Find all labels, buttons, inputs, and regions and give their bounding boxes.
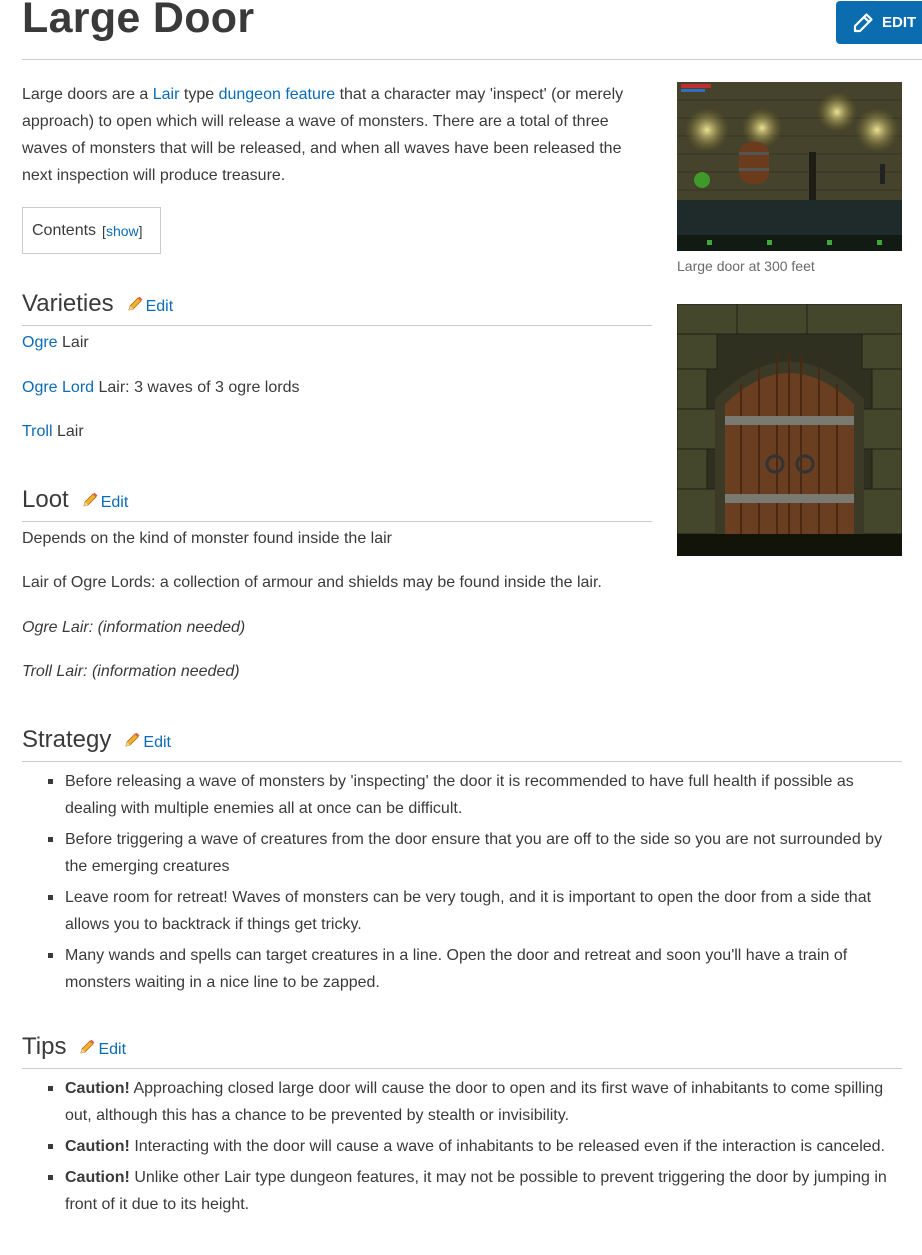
edit-button-label: EDIT [882,14,917,31]
edit-strategy-link[interactable]: Edit [123,731,171,752]
table-of-contents [22,207,161,254]
list-item: Caution! Unlike other Lair type dungeon features, it may not be possible to prevent triggering the door by jumping in front of it due to its height. [22,1164,902,1218]
toc-label: Contents [32,221,97,239]
heading-loot: Loot Edit [22,486,129,513]
strategy-list [22,768,902,1000]
variety-item: Troll Lair [22,423,84,440]
pencil-icon [851,11,875,35]
list-item: Many wands and spells can target creatures in a line. Open the door and retreat and soon you'll have a train of monsters waiting in a nice line to be zapped. [22,942,902,996]
list-item: Caution! Approaching closed large door will cause the door to open and its first wave of inhabitants to come spilling out, although this has a chance to be prevented by stealth or invisibility. [22,1075,902,1129]
varieties-divider [22,325,652,326]
large-door-closeup-image[interactable] [677,304,902,556]
link-ogre[interactable]: Ogre [22,334,58,351]
list-item: Caution! Interacting with the door will cause a wave of inhabitants to be released even if the interaction is canceled. [22,1133,902,1160]
large-door-screenshot-image[interactable] [677,82,902,251]
toc-show-link[interactable]: show [105,222,139,239]
edit-page-button[interactable] [836,1,922,44]
strategy-divider [22,761,902,762]
pencil-icon [126,297,144,313]
variety-item: Ogre Lair [22,334,89,351]
heading-strategy: Strategy Edit [22,726,171,753]
pencil-icon [123,733,141,749]
title-divider [22,59,922,60]
loot-paragraph: Troll Lair: (information needed) [22,663,240,680]
figure-caption: Large door at 300 feet [677,258,815,274]
list-item: Before triggering a wave of creatures from the door ensure that you are off to the side so you are not surrounded by the emerging creatures [22,826,902,880]
variety-item: Ogre Lord Lair: 3 waves of 3 ogre lords [22,379,300,396]
toc-toggle-wrap: [show] [102,222,143,239]
intro-paragraph: Large doors are a Lair type dungeon feature that a character may 'inspect' (or merely approach) to open which will release a wave of monsters. There are a total of three waves of monsters that will be released, and when all waves have been released the next inspection will produce treasure. [22,86,624,184]
list-item: Before releasing a wave of monsters by 'inspecting' the door it is recommended to have full health if possible as dealing with multiple enemies all at once can be difficult. [22,768,902,822]
edit-tips-link[interactable]: Edit [78,1038,126,1059]
link-dungeon-feature[interactable]: dungeon feature [218,86,336,103]
loot-paragraph: Ogre Lair: (information needed) [22,619,246,636]
edit-loot-link[interactable]: Edit [81,491,129,512]
tips-list [22,1075,902,1222]
tips-divider [22,1068,902,1069]
heading-tips: Tips Edit [22,1033,127,1060]
list-item: Leave room for retreat! Waves of monsters can be very tough, and it is important to open the door from a side that allows you to backtrack if things get tricky. [22,884,902,938]
loot-paragraph: Lair of Ogre Lords: a collection of armour and shields may be found inside the lair. [22,574,602,591]
intro-block [22,81,652,189]
pencil-icon [78,1040,96,1056]
page-title: Large Door [22,0,255,42]
loot-paragraph: Depends on the kind of monster found inside the lair [22,530,393,547]
loot-divider [22,521,652,522]
link-ogre-lord[interactable]: Ogre Lord [22,379,95,396]
link-lair[interactable]: Lair [152,86,180,103]
heading-varieties: Varieties Edit [22,290,174,317]
pencil-icon [81,493,99,509]
link-troll[interactable]: Troll [22,423,53,440]
edit-varieties-link[interactable]: Edit [126,295,174,316]
